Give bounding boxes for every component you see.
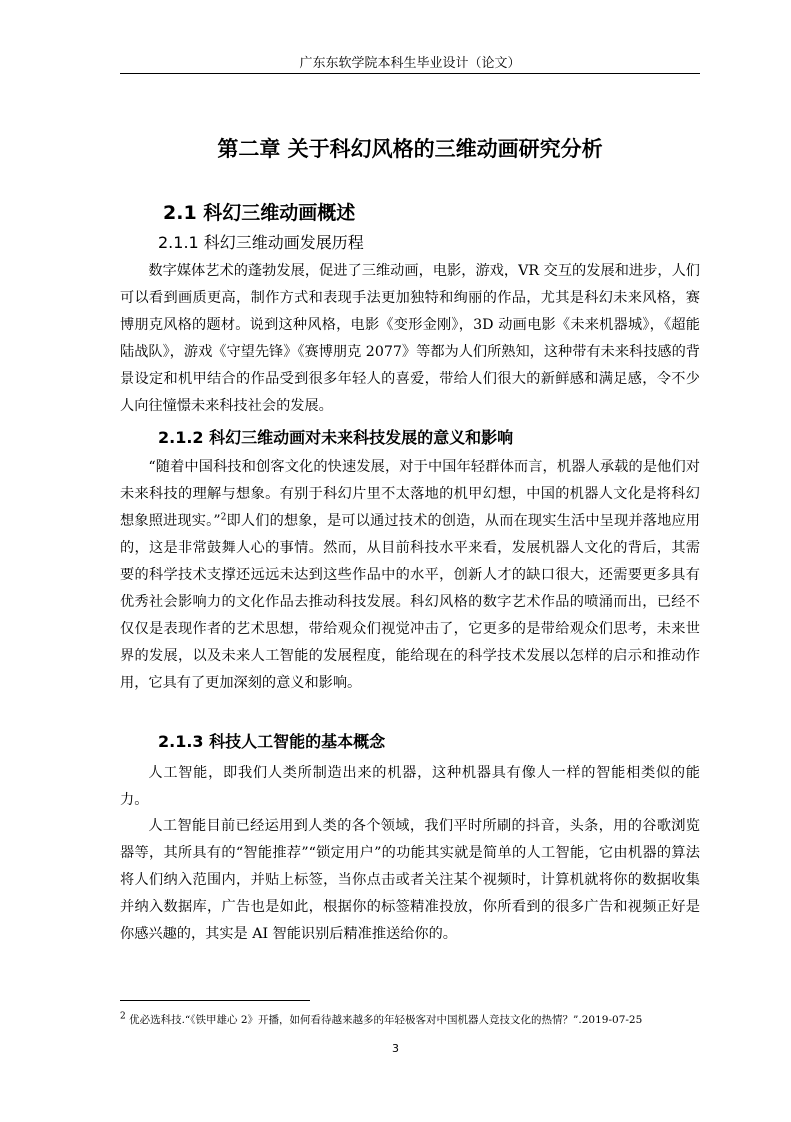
paragraph-2-1-3-second: 人工智能目前已经运用到人类的各个领域，我们平时所刷的抖音，头条，用的谷歌浏览器等，其所具有的“智能推荐”“锁定用户”的功能其实就是简单的人工智能，它由机器的算法将人们纳入范围内，并贴上标签，当你点击或者关注某个视频时，计算机就将你的数据收集并纳入数据库，广告也是如此，根据你的标签精准投放，你所看到的很多广告和视频正好是你感兴趣的，其实是 AI 智能识别后精准推送给你的。 [120, 818, 700, 942]
page-header: 广东东软学院本科生毕业设计（论文） [299, 56, 521, 71]
paragraph-2-1-2 [120, 454, 700, 697]
section-heading-2-1: 2.1 科幻三维动画概述 [163, 202, 356, 224]
paragraph-2-1-2-quote: “随着中国科技和创客文化的快速发展，对于中国年轻群体而言，机器人承载的是他们对未来科技的理解与想象。有别于科幻片里不太落地的机甲幻想，中国的机器人文化是将科幻想象照进现实。” [120, 459, 700, 529]
page-number: 3 [392, 1042, 399, 1055]
footnote-number: 2 [120, 1011, 126, 1022]
footnote-text: 优必选科技.“《铁甲雄心 2》开播，如何看待越来越多的年轻极客对中国机器人竞技文化的热情？”.2019-07-25 [129, 1014, 643, 1026]
paragraph-2-1-3-first: 人工智能，即我们人类所制造出来的机器，这种机器具有像人一样的智能相类似的能力。 [120, 765, 700, 808]
footnote-reference[interactable]: 2 [220, 512, 227, 523]
chapter-title: 第二章 关于科幻风格的三维动画研究分析 [217, 137, 603, 161]
section-heading-2-1-1: 2.1.1 科幻三维动画发展历程 [158, 233, 364, 252]
header-divider [120, 73, 700, 74]
paragraph-2-1-2-body: 即人们的想象，是可以通过技术的创造，从而在现实生活中呈现并落地应用的，这是非常鼓舞人心的事情。然而，从目前科技水平来看，发展机器人文化的背后，其需要的科学技术支撑还远远未达到这些作品中的水平，创新人才的缺口很大，还需要更多具有优秀社会影响力的文化作品去推动科技发展。科幻风格的数字艺术作品的喷涌而出，已经不仅仅是表现作者的艺术思想，带给观众们视觉冲击了，它更多的是带给观众们思考，未来世界的发展，以及未来人工智能的发展程度，能给现在的科学技术发展以怎样的启示和推动作用，它具有了更加深刻的意义和影响。 [120, 513, 700, 691]
footnote-divider [120, 1000, 310, 1001]
paragraph-2-1-1: 数字媒体艺术的蓬勃发展，促进了三维动画，电影，游戏，VR 交互的发展和进步，人们可以看到画质更高，制作方式和表现手法更加独特和绚丽的作品，尤其是科幻未来风格，赛博朋克风格的题材。说到这种风格，电影《变形金刚》，3D 动画电影《未来机器城》，《超能陆战队》，游戏《守望先锋》《赛博朋克 2077》等都为人们所熟知，这种带有未来科技感的背景设定和机甲结合的作品受到很多年轻人的喜爱，带给人们很大的新鲜感和满足感，令不少人向往憧憬未来科技社会的发展。 [120, 263, 700, 414]
footnote [120, 1012, 700, 1027]
section-heading-2-1-3: 2.1.3 科技人工智能的基本概念 [158, 732, 386, 751]
section-heading-2-1-2: 2.1.2 科幻三维动画对未来科技发展的意义和影响 [158, 428, 514, 447]
